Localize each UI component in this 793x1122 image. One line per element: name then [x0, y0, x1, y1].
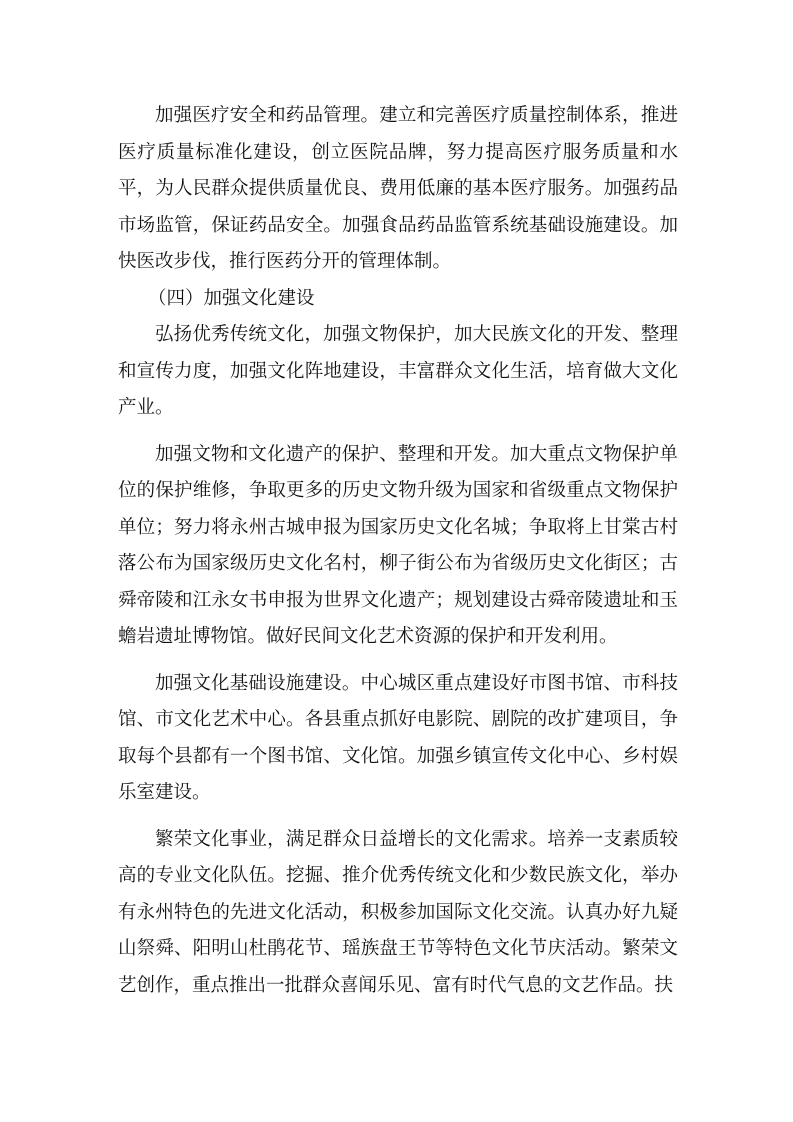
paragraph-cultural-prosperity: 繁荣文化事业，满足群众日益增长的文化需求。培养一支素质较高的专业文化队伍。挖掘、推介优秀传统文化和少数民族文化，举办有永州特色的先进文化活动，积极参加国际文化交流。认真办好九疑山祭舜、阳明山杜鹃花节、瑶族盘王节等特色文化节庆活动。繁荣文艺创作，重点推出一批群众喜闻乐见、富有时代气息的文艺作品。扶 [118, 828, 678, 996]
paragraph-gap [118, 427, 678, 437]
section-heading-culture: （四）加强文化建设 [148, 287, 315, 309]
paragraph-culture-intro: 弘扬优秀传统文化，加强文物保护，加大民族文化的开发、整理和宣传力度，加强文化阵地建设，丰富群众文化生活，培育做大文化产业。 [118, 324, 678, 418]
paragraph-gap [118, 812, 678, 822]
document-body [118, 98, 678, 1004]
paragraph-heritage-protection: 加强文物和文化遗产的保护、整理和开发。加大重点文物保护单位的保护维修，争取更多的历史文物升级为国家和省级重点文物保护单位；努力将永州古城申报为国家历史文化名城；争取将上甘棠古村落公布为国家级历史文化名村，柳子街公布为省级历史文化街区；古舜帝陵和江永女书申报为世界文化遗产；规划建设古舜帝陵遗址和玉蟾岩遗址博物馆。做好民间文化艺术资源的保护和开发利用。 [118, 443, 678, 647]
paragraph-medical-safety: 加强医疗安全和药品管理。建立和完善医疗质量控制体系，推进医疗质量标准化建设，创立医院品牌，努力提高医疗服务质量和水平，为人民群众提供质量优良、费用低廉的基本医疗服务。加强药品市场监管，保证药品安全。加强食品药品监管系统基础设施建设。加快医改步伐，推行医药分开的管理体制。 [118, 105, 678, 272]
paragraph-cultural-infrastructure: 加强文化基础设施建设。中心城区重点建设好市图书馆、市科技馆、市文化艺术中心。各县重点抓好电影院、剧院的改扩建项目，争取每个县都有一个图书馆、文化馆。加强乡镇宣传文化中心、乡村娱乐室建设。 [118, 672, 678, 803]
paragraph-gap [118, 656, 678, 666]
